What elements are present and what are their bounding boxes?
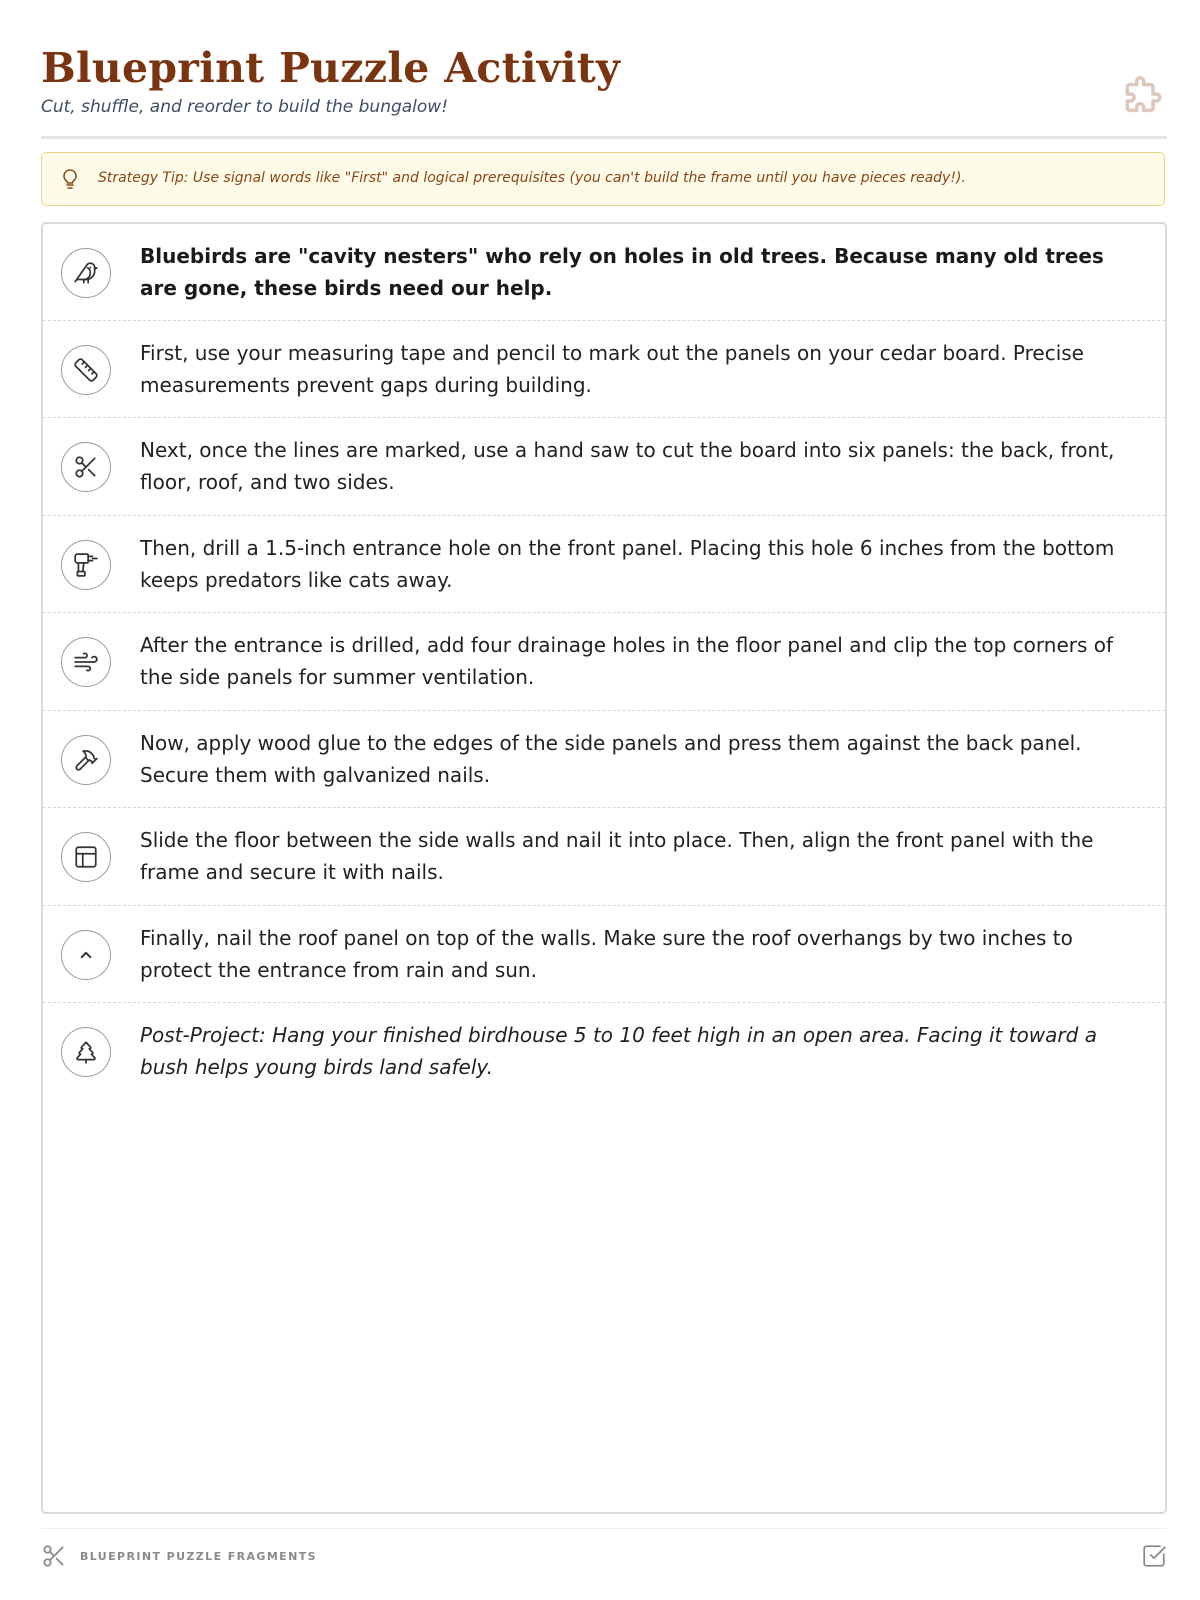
step-text: Finally, nail the roof panel on top of the walls. Make sure the roof overhangs by two inches to protect the entrance from rain and sun. (140, 926, 1073, 982)
page-title: Blueprint Puzzle Activity (41, 44, 621, 92)
step-text: Next, once the lines are marked, use a hand saw to cut the board into six panels: the back, front, floor, roof, and two sides. (140, 438, 1115, 494)
ruler-icon (61, 345, 111, 395)
step-card[interactable] (43, 906, 1165, 1003)
page-header (41, 40, 1167, 139)
scissors-icon (61, 442, 111, 492)
step-card[interactable] (43, 711, 1165, 808)
step-text: After the entrance is drilled, add four drainage holes in the floor panel and clip the top corners of the side panels for summer ventilation. (140, 633, 1114, 689)
drill-icon (61, 540, 111, 590)
step-text: Now, apply wood glue to the edges of the side panels and press them against the back panel. Secure them with galvanized nails. (140, 731, 1082, 787)
lightbulb-icon (58, 166, 82, 192)
step-text: Slide the floor between the side walls and nail it into place. Then, align the front panel with the frame and secure it with nails. (140, 828, 1094, 884)
step-card[interactable] (43, 516, 1165, 613)
scissors-icon (41, 1543, 67, 1569)
step-text: First, use your measuring tape and pencil to mark out the panels on your cedar board. Precise measurements prevent gaps during building. (140, 341, 1084, 397)
step-card[interactable] (43, 321, 1165, 418)
worksheet-page (41, 0, 1167, 1600)
checkbox-icon[interactable] (1141, 1543, 1167, 1569)
page-subtitle: Cut, shuffle, and reorder to build the bungalow! (41, 97, 449, 117)
wind-icon (61, 637, 111, 687)
step-card[interactable] (43, 418, 1165, 516)
steps-list (41, 222, 1167, 1514)
strategy-tip-text: Strategy Tip: Use signal words like "First" and logical prerequisites (you can't build the frame until you have pieces ready!). (98, 170, 966, 186)
layout-icon (61, 832, 111, 882)
bird-icon (61, 248, 111, 298)
page-footer (41, 1528, 1167, 1589)
step-text: Post-Project: Hang your finished birdhouse 5 to 10 feet high in an open area. Facing it toward a bush helps young birds land safely. (140, 1023, 1097, 1079)
step-text: Then, drill a 1.5-inch entrance hole on the front panel. Placing this hole 6 inches from the bottom keeps predators like cats away. (140, 536, 1115, 592)
step-card[interactable] (43, 224, 1165, 321)
hammer-icon (61, 735, 111, 785)
chevron-up-icon (61, 930, 111, 980)
strategy-tip-banner (41, 152, 1165, 206)
step-card[interactable] (43, 613, 1165, 711)
step-card[interactable] (43, 808, 1165, 906)
footer-label: BLUEPRINT PUZZLE FRAGMENTS (80, 1550, 317, 1563)
puzzle-piece-icon (1111, 66, 1167, 122)
step-card[interactable] (43, 1003, 1165, 1100)
tree-icon (61, 1027, 111, 1077)
step-text: Bluebirds are "cavity nesters" who rely on holes in old trees. Because many old trees are gone, these birds need our help. (140, 244, 1104, 300)
